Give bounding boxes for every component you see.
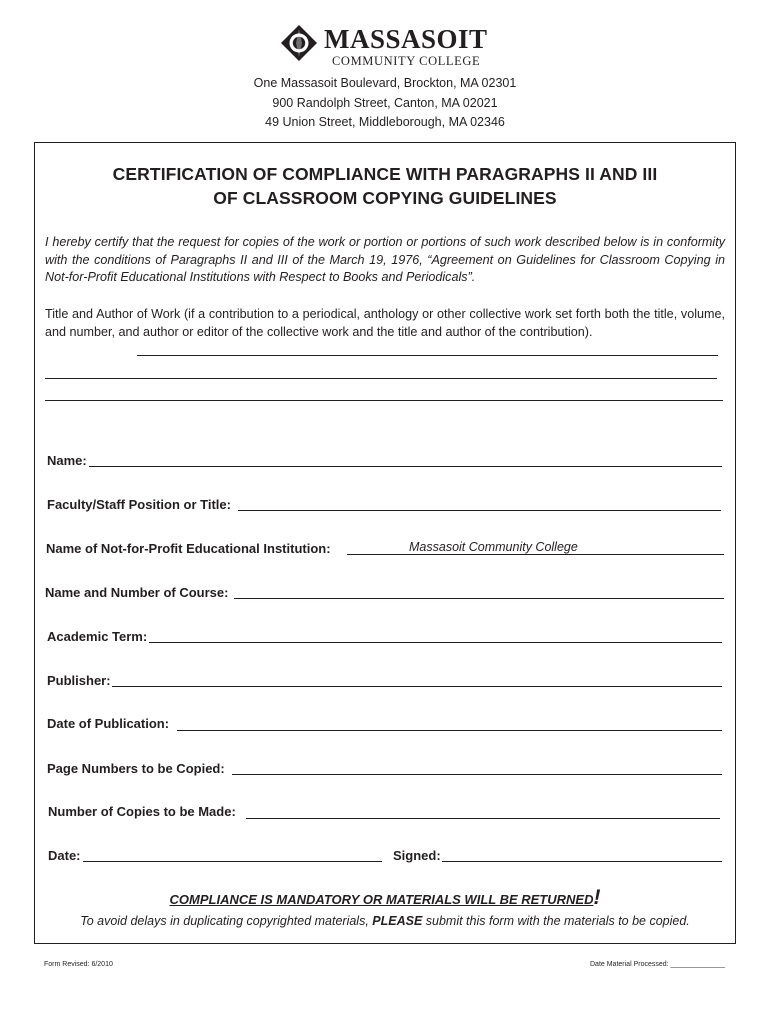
certification-statement: I hereby certify that the request for copies of the work or portion or portions of such work described below is in conformity with the conditions of Paragraphs II and III of the March 19, 1976, “Agreement on Guidelines for Classroom Copying in Not-for-Profit Educational Institutions with Respect to Books and Periodicals”. — [45, 235, 725, 284]
compliance-text: COMPLIANCE IS MANDATORY OR MATERIALS WILL BE RETURNED — [169, 892, 594, 907]
name-label: Name: — [47, 453, 87, 468]
address-line-1: One Massasoit Boulevard, Brockton, MA 02301 — [253, 76, 517, 90]
instructions-post: submit this form with the materials to be copied. — [422, 914, 690, 928]
publisher-label: Publisher: — [47, 673, 111, 688]
address-line-2: 900 Randolph Street, Canton, MA 02021 — [272, 96, 498, 110]
date-field[interactable] — [83, 861, 382, 862]
course-field[interactable] — [234, 598, 724, 599]
instructions-emphasis: PLEASE — [372, 914, 423, 928]
work-title-line-3[interactable] — [45, 400, 723, 401]
term-field[interactable] — [149, 642, 722, 643]
institution-label: Name of Not-for-Profit Educational Institution: — [46, 541, 331, 556]
address-line-3: 49 Union Street, Middleborough, MA 02346 — [265, 115, 505, 129]
course-label: Name and Number of Course: — [45, 585, 229, 600]
term-label: Academic Term: — [47, 629, 148, 644]
date-processed: Date Material Processed: ______________ — [590, 961, 726, 968]
copies-label: Number of Copies to be Made: — [48, 804, 236, 819]
position-field[interactable] — [238, 510, 721, 511]
name-field[interactable] — [89, 466, 722, 467]
exclamation-mark: ! — [593, 886, 601, 909]
copies-field[interactable] — [246, 818, 720, 819]
submission-instructions — [0, 914, 770, 928]
compliance-notice — [0, 886, 770, 910]
logo-emblem-icon — [280, 24, 318, 62]
work-title-line-2[interactable] — [45, 378, 717, 379]
instructions-pre: To avoid delays in duplicating copyrighted materials, — [80, 914, 373, 928]
college-logo — [280, 22, 495, 68]
pages-label: Page Numbers to be Copied: — [47, 761, 225, 776]
position-label: Faculty/Staff Position or Title: — [47, 497, 231, 512]
institution-value: Massasoit Community College — [409, 540, 578, 554]
form-title-line-2: OF CLASSROOM COPYING GUIDELINES — [213, 188, 557, 208]
signature-field[interactable] — [442, 861, 722, 862]
work-instructions: Title and Author of Work (if a contribution to a periodical, anthology or other collective work set forth both the title, volume, and number, and author or editor of the collective work and the title and author of the contribution). — [45, 307, 725, 339]
publication-date-field[interactable] — [177, 730, 722, 731]
logo-name: MASSASOIT — [324, 24, 488, 54]
logo-subtitle: COMMUNITY COLLEGE — [332, 54, 481, 68]
signed-label: Signed: — [393, 848, 441, 863]
publisher-field[interactable] — [112, 686, 722, 687]
pages-field[interactable] — [232, 774, 722, 775]
form-title-line-1: CERTIFICATION OF COMPLIANCE WITH PARAGRAPHS II AND III — [112, 164, 658, 184]
work-title-line-1[interactable] — [137, 355, 718, 356]
form-revision: Form Revised: 6/2010 — [44, 961, 113, 968]
institution-field[interactable] — [347, 554, 724, 555]
date-label: Date: — [48, 848, 81, 863]
publication-date-label: Date of Publication: — [47, 716, 170, 731]
